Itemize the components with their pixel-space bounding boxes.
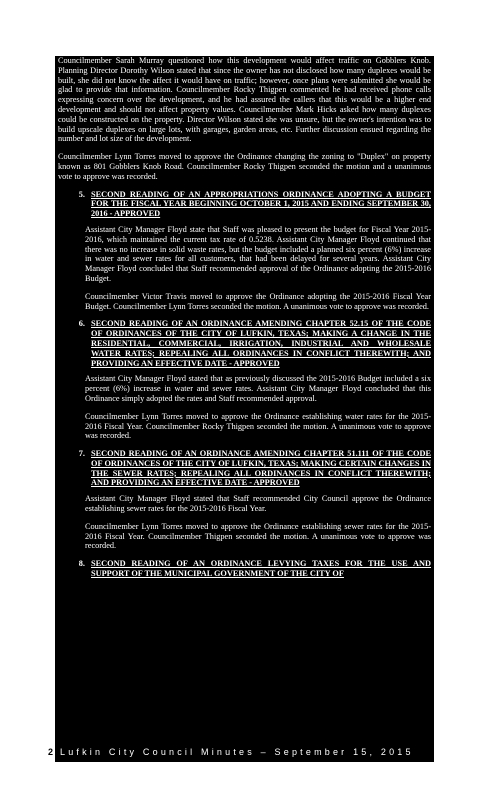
agenda-item-number: 8. bbox=[78, 559, 85, 569]
paragraph: Councilmember Lynn Torres moved to approve the Ordinance changing the zoning to "Duplex" on property known as 801 Gobblers Knob Road. Councilmember Rocky Thigpen seconded the motion and a unanimous vote to approve was recorded. bbox=[58, 152, 431, 181]
paragraph: Assistant City Manager Floyd state that Staff was pleased to present the budget for Fiscal Year 2015-2016, which maintained the current tax rate of 0.5238. Assistant City Manager Floyd continued that there was no increase in solid waste rates, but the budget included a planned six percent (6%) increase in water and sewer rates for all customers, that had been delayed for several years. Assistant City Manager Floyd concluded that Staff recommended approval of the Ordinance adopting the 2015-2016 Budget. bbox=[85, 224, 431, 283]
agenda-item-6 bbox=[58, 319, 431, 368]
agenda-item-number: 7. bbox=[78, 449, 85, 459]
agenda-item-title: SECOND READING OF AN ORDINANCE LEVYING TAXES FOR THE USE AND SUPPORT OF THE MUNICIPAL GOVERNMENT OF THE CITY OF bbox=[91, 559, 431, 579]
page-footer bbox=[0, 746, 486, 760]
document-page bbox=[55, 56, 434, 762]
agenda-item-number: 5. bbox=[78, 189, 85, 199]
paragraph: Councilmember Sarah Murray questioned how this development would affect traffic on Gobblers Knob. Planning Director Dorothy Wilson stated that since the owner has not disclosed how many duplexes would be built, she did not know the affect it would have on traffic; however, once plans were submitted she would be glad to provide that information. Councilmember Rocky Thigpen commented he had received phone calls expressing concern over the development, and he had assured the callers that this would be a higher end development and should not affect property values. Councilmember Mark Hicks asked how many duplexes could be constructed on the property. Director Wilson stated she was unsure, but the owner's intention was to build upscale duplexes on large lots, with garages, garden areas, etc. Further discussion ensued regarding the number and lot size of the development. bbox=[58, 56, 431, 144]
minutes-body bbox=[58, 56, 431, 585]
agenda-item-title: SECOND READING OF AN APPROPRIATIONS ORDINANCE ADOPTING A BUDGET FOR THE FISCAL YEAR BEGINNING OCTOBER 1, 2015 AND ENDING SEPTEMBER 30, 2016 - APPROVED bbox=[91, 189, 431, 219]
footer-caption: Lufkin City Council Minutes – September 15, 2015 bbox=[57, 747, 417, 757]
paragraph: Councilmember Lynn Torres moved to approve the Ordinance establishing sewer rates for the 2015-2016 Fiscal Year. Councilmember Thigpen seconded the motion. A unanimous vote to approve was recorded. bbox=[85, 521, 431, 551]
paragraph: Councilmember Lynn Torres moved to approve the Ordinance establishing water rates for the 2015-2016 Fiscal Year. Councilmember Rocky Thigpen seconded the motion. A unanimous vote to approve was recorded. bbox=[85, 411, 431, 441]
agenda-item-8 bbox=[58, 559, 431, 579]
agenda-item-7 bbox=[58, 449, 431, 488]
agenda-item-number: 6. bbox=[78, 319, 85, 329]
agenda-item-5 bbox=[58, 190, 431, 219]
agenda-item-title: SECOND READING OF AN ORDINANCE AMENDING CHAPTER 52.15 OF THE CODE OF ORDINANCES OF THE CITY OF LUFKIN, TEXAS; MAKING A CHANGE IN THE RESIDENTIAL, COMMERCIAL, IRRIGATION, INDUSTRIAL AND WHOLESALE WATER RATES; REPEALING ALL ORDINANCES IN CONFLICT THEREWITH; AND PROVIDING AN EFFECTIVE DATE - APPROVED bbox=[91, 319, 431, 368]
paragraph: Assistant City Manager Floyd stated that as previously discussed the 2015-2016 Budget included a six percent (6%) increase in water and sewer rates. Assistant City Manager Floyd concluded that this Ordinance simply adopted the rates and Staff recommended approval. bbox=[85, 374, 431, 403]
agenda-item-title: SECOND READING OF AN ORDINANCE AMENDING CHAPTER 51.111 OF THE CODE OF ORDINANCES OF THE CITY OF LUFKIN, TEXAS; MAKING CERTAIN CHANGES IN THE SEWER RATES; REPEALING ALL ORDINANCES IN CONFLICT THEREWITH; AND PROVIDING AN EFFECTIVE DATE - APPROVED bbox=[91, 449, 431, 488]
page-number: 2 bbox=[48, 747, 54, 757]
paragraph: Councilmember Victor Travis moved to approve the Ordinance adopting the 2015-2016 Fiscal Year Budget. Councilmember Lynn Torres seconded the motion. A unanimous vote to approve was recorded. bbox=[85, 291, 431, 311]
paragraph: Assistant City Manager Floyd stated that Staff recommended City Council approve the Ordinance establishing sewer rates for the 2015-2016 Fiscal Year. bbox=[85, 494, 431, 514]
